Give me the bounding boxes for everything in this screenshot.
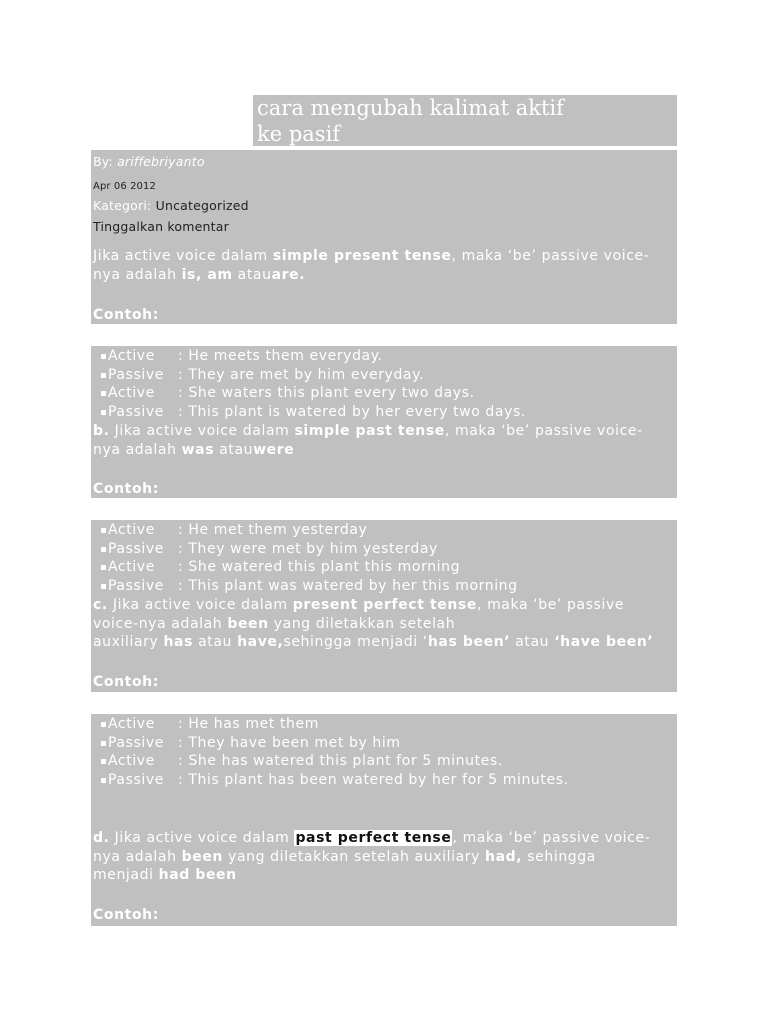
voice-label: Passive: [108, 541, 164, 557]
category-label: Kategori:: [93, 198, 152, 213]
rule-bold: were: [253, 442, 295, 458]
rule-marker: d.: [93, 830, 110, 846]
list-item: [108, 540, 438, 558]
list-item: [108, 384, 475, 402]
rule-line-1: [93, 422, 643, 440]
rule-text: atau: [510, 634, 555, 650]
voice-label: Active: [108, 348, 155, 364]
rule-bold: ‘have been’: [554, 634, 654, 650]
list-item: [108, 521, 367, 539]
post-meta-box: [91, 150, 677, 324]
bullet-icon: [101, 565, 106, 570]
author-link[interactable]: ariffebriyanto: [117, 154, 205, 169]
bullet-icon: [101, 391, 106, 396]
example-block-3: [91, 714, 677, 926]
rule-text: , maka ‘be’ passive voice-: [444, 423, 643, 439]
leave-comment-link[interactable]: Tinggalkan komentar: [93, 219, 229, 234]
intro-bold: are.: [271, 267, 306, 283]
voice-label: Passive: [108, 772, 164, 788]
rule-text: auxiliary: [93, 634, 164, 650]
bullet-icon: [101, 354, 106, 359]
list-item: [108, 771, 569, 789]
rule-text: sehingga menjadi ‘: [283, 634, 428, 650]
bullet-icon: [101, 373, 106, 378]
rule-text: atau: [214, 442, 254, 458]
intro-bold: is, am: [181, 267, 233, 283]
rule-text: sehingga: [522, 849, 596, 865]
rule-text: , maka ‘be’ passive: [476, 597, 625, 613]
article-title-line-2: ke pasif: [257, 122, 341, 146]
voice-label: Active: [108, 385, 155, 401]
list-item: [108, 715, 319, 733]
voice-label: Active: [108, 716, 155, 732]
bullet-icon: [101, 547, 106, 552]
list-item: [108, 347, 383, 365]
intro-text: , maka ‘be’ passive voice-: [451, 248, 650, 264]
rule-bold: has been’: [427, 634, 511, 650]
rule-bold: been: [181, 849, 224, 865]
example-sentence: : He meets them everyday.: [178, 348, 383, 364]
voice-label: Passive: [108, 404, 164, 420]
byline: [93, 153, 205, 171]
intro-text: nya adalah: [93, 267, 182, 283]
category-link[interactable]: Uncategorized: [155, 198, 249, 213]
example-sentence: : This plant has been watered by her for 5 minutes.: [178, 772, 569, 788]
rule-line-1: [93, 829, 650, 847]
example-block-1: [91, 346, 677, 498]
intro-line-2: [93, 266, 305, 284]
list-item: [108, 366, 424, 384]
contoh-heading: Contoh:: [93, 307, 159, 323]
contoh-heading: Contoh:: [93, 674, 159, 690]
intro-bold: simple present tense: [272, 248, 452, 264]
rule-line-1: [93, 596, 624, 614]
example-sentence: : This plant was watered by her this morning: [178, 578, 518, 594]
contoh-heading: Contoh:: [93, 907, 159, 923]
bullet-icon: [101, 722, 106, 727]
example-sentence: : He met them yesterday: [178, 522, 368, 538]
post-date: Apr 06 2012: [93, 181, 156, 192]
contoh-heading: Contoh:: [93, 481, 159, 497]
rule-text: voice-nya adalah: [93, 616, 228, 632]
rule-bold: have,: [237, 634, 284, 650]
rule-bold: had been: [158, 867, 237, 883]
rule-text: menjadi: [93, 867, 159, 883]
list-item: [108, 403, 526, 421]
example-sentence: : They are met by him everyday.: [178, 367, 425, 383]
rule-bold: been: [227, 616, 269, 632]
rule-bold: has: [163, 634, 194, 650]
rule-bold: was: [181, 442, 215, 458]
intro-text: Jika active voice dalam: [93, 248, 273, 264]
voice-label: Passive: [108, 735, 164, 751]
rule-line-2: [93, 441, 294, 459]
rule-text: yang diletakkan setelah auxiliary: [223, 849, 486, 865]
rule-text: Jika active voice dalam: [107, 597, 293, 613]
rule-marker: c.: [93, 597, 108, 613]
rule-line-3: [93, 866, 237, 884]
rule-line-2: [93, 615, 455, 633]
bullet-icon: [101, 528, 106, 533]
rule-text: nya adalah: [93, 849, 182, 865]
bullet-icon: [101, 584, 106, 589]
voice-label: Active: [108, 753, 155, 769]
bullet-icon: [101, 759, 106, 764]
rule-marker: b.: [93, 423, 110, 439]
rule-bold: present perfect tense: [292, 597, 477, 613]
by-label: By:: [93, 154, 113, 169]
rule-text: atau: [193, 634, 238, 650]
rule-text: nya adalah: [93, 442, 182, 458]
example-sentence: : She waters this plant every two days.: [178, 385, 475, 401]
example-block-2: [91, 520, 677, 692]
example-sentence: : He has met them: [178, 716, 319, 732]
rule-bold: simple past tense: [294, 423, 445, 439]
bullet-icon: [101, 410, 106, 415]
rule-text: Jika active voice dalam: [109, 830, 295, 846]
voice-label: Active: [108, 559, 155, 575]
intro-line-1: [93, 247, 649, 265]
example-sentence: : She watered this plant this morning: [178, 559, 461, 575]
intro-text: atau: [232, 267, 272, 283]
bullet-icon: [101, 741, 106, 746]
list-item: [108, 752, 503, 770]
list-item: [108, 577, 518, 595]
example-sentence: : They were met by him yesterday: [178, 541, 438, 557]
example-sentence: : They have been met by him: [178, 735, 401, 751]
example-sentence: : This plant is watered by her every two days.: [178, 404, 526, 420]
rule-line-2: [93, 848, 596, 866]
rule-line-3: [93, 633, 653, 651]
rule-text: yang diletakkan setelah: [268, 616, 456, 632]
category-line: [93, 197, 249, 215]
list-item: [108, 558, 460, 576]
article-title-line-1: cara mengubah kalimat aktif: [257, 96, 564, 120]
rule-bold: had,: [485, 849, 523, 865]
list-item: [108, 734, 401, 752]
bullet-icon: [101, 778, 106, 783]
rule-text: , maka ‘be’ passive voice-: [452, 830, 651, 846]
rule-text: Jika active voice dalam: [109, 423, 295, 439]
voice-label: Active: [108, 522, 155, 538]
example-sentence: : She has watered this plant for 5 minutes.: [178, 753, 503, 769]
voice-label: Passive: [108, 578, 164, 594]
article-title-box: [253, 95, 677, 146]
voice-label: Passive: [108, 367, 164, 383]
rule-highlight: past perfect tense: [295, 830, 452, 846]
